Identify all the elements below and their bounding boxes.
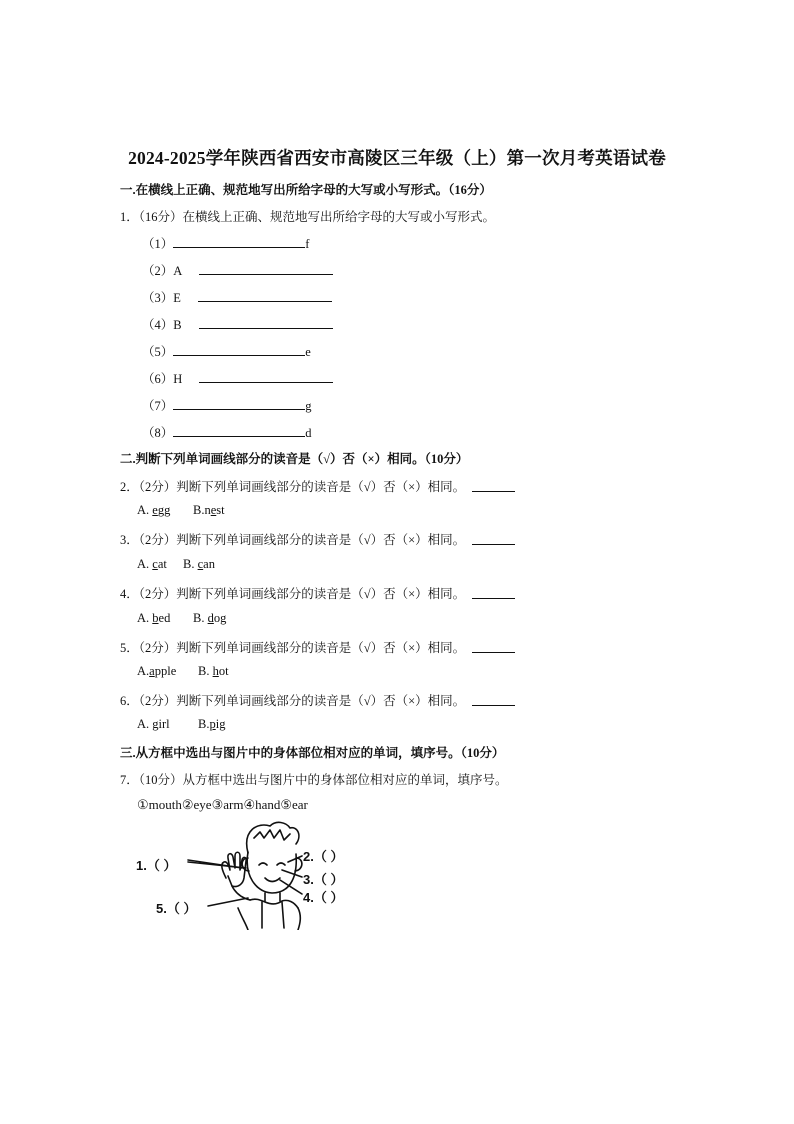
mouth: [265, 878, 280, 882]
section1-heading: 一.在横线上正确、规范地写出所给字母的大写或小写形式。（16分）: [120, 183, 492, 197]
answer-line[interactable]: [173, 424, 305, 437]
underlined-letters: a: [149, 664, 155, 678]
left-eye: [259, 863, 267, 865]
option-a: [137, 611, 170, 626]
item-number: （6）: [142, 372, 174, 386]
answer-line[interactable]: [199, 316, 333, 329]
letter-item: [142, 288, 332, 306]
letter-item: [142, 261, 333, 279]
given-letter: e: [305, 345, 311, 359]
word-part: og: [213, 611, 227, 625]
word-part: ot: [218, 664, 229, 678]
option-a: [137, 503, 170, 518]
option-b: [183, 557, 215, 572]
item-number: （1）: [142, 237, 174, 251]
word-part: ig: [215, 717, 226, 731]
item-number: （3）: [142, 291, 174, 305]
option-b: [193, 611, 226, 626]
underlined-letters: d: [207, 611, 214, 625]
answer-line[interactable]: [173, 235, 305, 248]
figure-label-2: 2.（ ）: [303, 849, 344, 864]
underlined-letters: c: [197, 557, 204, 571]
given-letter: B: [173, 318, 182, 332]
underlined-letters: h: [212, 664, 219, 678]
word-part: A.: [137, 664, 150, 678]
word-part: B.n: [193, 503, 211, 517]
word-part: B.: [183, 557, 198, 571]
section3-heading: 三.从方框中选出与图片中的身体部位相对应的单词，填序号。（10分）: [120, 746, 505, 760]
item-number: （2）: [142, 264, 174, 278]
letter-item: [142, 396, 312, 414]
pointer-line-5: [208, 898, 248, 906]
given-letter: f: [305, 237, 310, 251]
answer-blank[interactable]: [472, 692, 515, 706]
option-a: [137, 664, 176, 679]
option-b: [198, 664, 229, 679]
answer-line[interactable]: [173, 343, 305, 356]
word-part: B.: [193, 611, 208, 625]
word-part: ed: [158, 611, 171, 625]
letter-item: [142, 369, 333, 387]
section2-heading: 二.判断下列单词画线部分的读音是（√）否（×）相同。（10分）: [120, 452, 469, 466]
option-a: [137, 557, 167, 572]
left-arm: [228, 876, 250, 900]
word-part: B.: [198, 717, 210, 731]
option-b: [193, 503, 225, 518]
word-part: an: [203, 557, 215, 571]
right-arm: [298, 908, 300, 930]
waving-hand: [222, 852, 246, 886]
underlined-letters: b: [152, 611, 159, 625]
letter-item: [142, 315, 333, 333]
underlined-letters: p: [209, 717, 216, 731]
given-letter: A: [173, 264, 183, 278]
underlined-letters: g: [152, 717, 159, 731]
figure-label-1: 1.（ ）: [136, 858, 177, 873]
given-letter: E: [173, 291, 181, 305]
figure-label-3: 3.（ ）: [303, 872, 344, 887]
shoulders: [250, 899, 298, 908]
question-1-stem: 1．（16分）在横线上正确、规范地写出所给字母的大写或小写形式。: [120, 210, 496, 224]
item-number: （5）: [142, 345, 174, 359]
word-part: A.: [137, 557, 153, 571]
underlined-letters: c: [152, 557, 158, 571]
left-side: [238, 908, 248, 930]
answer-line[interactable]: [198, 289, 332, 302]
figure-label-5: 5.（ ）: [156, 901, 197, 916]
vest: [262, 902, 284, 928]
word-part: st: [216, 503, 225, 517]
page-title: 2024-2025学年陕西省西安市高陵区三年级（上）第一次月考英语试卷: [128, 148, 666, 168]
question-stem: 4．（2分）判断下列单词画线部分的读音是（√）否（×）相同。: [120, 587, 466, 601]
question-stem: 5．（2分）判断下列单词画线部分的读音是（√）否（×）相同。: [120, 641, 466, 655]
question-stem: 6．（2分）判断下列单词画线部分的读音是（√）否（×）相同。: [120, 694, 466, 708]
figure-label-4: 4.（ ）: [303, 890, 344, 905]
neck: [265, 893, 280, 901]
underlined-letters: e: [210, 503, 217, 517]
answer-line[interactable]: [199, 370, 333, 383]
letter-item: [142, 342, 311, 360]
answer-blank[interactable]: [472, 585, 515, 599]
question-stem: 3．（2分）判断下列单词画线部分的读音是（√）否（×）相同。: [120, 533, 466, 547]
answer-blank[interactable]: [472, 478, 515, 492]
item-number: （4）: [142, 318, 174, 332]
right-eye: [277, 863, 285, 865]
item-number: （7）: [142, 399, 174, 413]
word-part: A.: [137, 503, 153, 517]
word-part: at: [157, 557, 167, 571]
answer-line[interactable]: [199, 262, 333, 275]
given-letter: g: [305, 399, 312, 413]
given-letter: d: [305, 426, 312, 440]
word-part: gg: [157, 503, 171, 517]
answer-blank[interactable]: [472, 531, 515, 545]
word-part: A.: [137, 611, 153, 625]
question-stem: 2．（2分）判断下列单词画线部分的读音是（√）否（×）相同。: [120, 480, 466, 494]
pointer-line-3: [282, 870, 302, 877]
word-part: pple: [154, 664, 177, 678]
word-part: irl: [158, 717, 170, 731]
item-number: （8）: [142, 426, 174, 440]
word-options: ①mouth②eye③arm④hand⑤ear: [137, 797, 308, 812]
letter-item: [142, 234, 309, 252]
letter-item: [142, 423, 312, 441]
given-letter: H: [173, 372, 183, 386]
answer-line[interactable]: [173, 397, 305, 410]
answer-blank[interactable]: [472, 639, 515, 653]
option-b: [198, 717, 225, 732]
word-part: B.: [198, 664, 213, 678]
underlined-letters: e: [152, 503, 158, 517]
question-7-stem: 7．（10分）从方框中选出与图片中的身体部位相对应的单词，填序号。: [120, 773, 508, 787]
word-part: A.: [137, 717, 153, 731]
hair-spikes: [254, 830, 290, 840]
option-a: [137, 717, 170, 732]
